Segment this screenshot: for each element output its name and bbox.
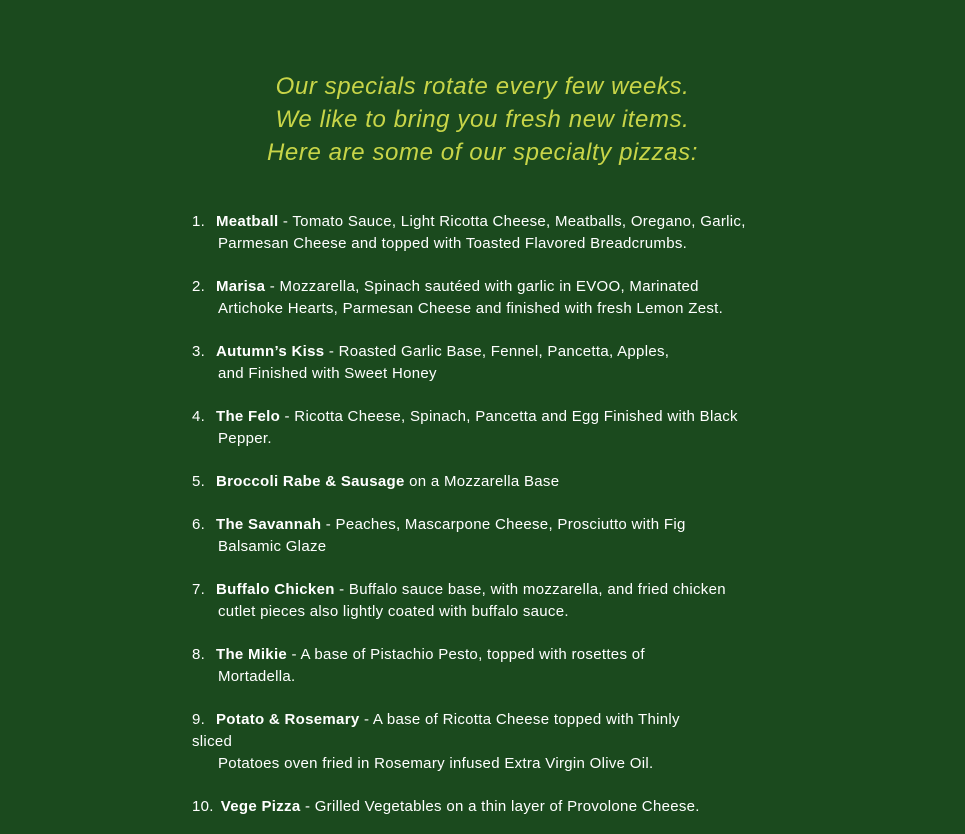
item-line	[192, 211, 965, 233]
menu-item-broccoli-rabe-sausage	[192, 471, 965, 493]
item-line	[192, 471, 965, 493]
item-line	[192, 341, 965, 363]
item-number: 10.	[192, 798, 214, 815]
item-description-continued: Mortadella.	[218, 668, 296, 685]
item-line	[192, 644, 965, 666]
heading-line-3: Here are some of our specialty pizzas:	[267, 139, 698, 166]
item-description-continued: sliced	[192, 733, 233, 750]
item-description: - A base of Ricotta Cheese topped with Thinly	[359, 711, 680, 728]
item-line	[192, 514, 965, 536]
menu-item-buffalo-chicken	[192, 579, 965, 623]
item-description: - Roasted Garlic Base, Fennel, Pancetta, Apples,	[324, 343, 670, 360]
item-line	[192, 406, 965, 428]
specials-heading	[0, 0, 965, 169]
item-name: The Savannah	[216, 516, 322, 533]
item-name: The Felo	[216, 408, 281, 425]
item-number: 4.	[192, 408, 206, 425]
menu-item-meatball	[192, 211, 965, 255]
menu-item-autumns-kiss	[192, 341, 965, 385]
menu-item-marisa	[192, 276, 965, 320]
item-description-continued: Artichoke Hearts, Parmesan Cheese and finished with fresh Lemon Zest.	[218, 300, 724, 317]
item-description: on a Mozzarella Base	[404, 473, 560, 490]
specials-list	[192, 211, 965, 818]
item-name: Broccoli Rabe & Sausage	[216, 473, 405, 490]
item-description-continued: Potatoes oven fried in Rosemary infused Extra Virgin Olive Oil.	[218, 755, 654, 772]
item-number: 1.	[192, 213, 206, 230]
heading-line-1: Our specials rotate every few weeks.	[275, 73, 690, 100]
item-description-continued: Balsamic Glaze	[218, 538, 327, 555]
item-description-continued: and Finished with Sweet Honey	[218, 365, 437, 382]
item-line	[192, 796, 965, 818]
item-description: - Peaches, Mascarpone Cheese, Prosciutto with Fig	[321, 516, 686, 533]
item-description: - Grilled Vegetables on a thin layer of Provolone Cheese.	[300, 798, 700, 815]
item-name: Vege Pizza	[220, 798, 301, 815]
item-name: Marisa	[216, 278, 266, 295]
item-description: - Mozzarella, Spinach sautéed with garlic in EVOO, Marinated	[265, 278, 699, 295]
heading-line-2: We like to bring you fresh new items.	[275, 106, 690, 133]
menu-item-the-savannah	[192, 514, 965, 558]
item-description: - Tomato Sauce, Light Ricotta Cheese, Meatballs, Oregano, Garlic,	[278, 213, 746, 230]
item-name: The Mikie	[216, 646, 288, 663]
item-line	[192, 709, 965, 731]
item-description: - Ricotta Cheese, Spinach, Pancetta and Egg Finished with Black	[280, 408, 738, 425]
item-name: Autumn’s Kiss	[216, 343, 325, 360]
item-description-continued: Pepper.	[218, 430, 272, 447]
item-name: Potato & Rosemary	[216, 711, 360, 728]
item-description-continued: Parmesan Cheese and topped with Toasted Flavored Breadcrumbs.	[218, 235, 688, 252]
item-number: 6.	[192, 516, 206, 533]
item-number: 2.	[192, 278, 206, 295]
menu-item-potato-rosemary	[192, 709, 965, 775]
item-number: 5.	[192, 473, 206, 490]
item-number: 3.	[192, 343, 206, 360]
item-line	[192, 276, 965, 298]
item-line	[192, 579, 965, 601]
item-number: 7.	[192, 581, 206, 598]
item-number: 8.	[192, 646, 206, 663]
item-description-continued: cutlet pieces also lightly coated with buffalo sauce.	[218, 603, 569, 620]
menu-item-the-mikie	[192, 644, 965, 688]
item-name: Meatball	[216, 213, 279, 230]
item-number: 9.	[192, 711, 206, 728]
item-description: - Buffalo sauce base, with mozzarella, and fried chicken	[334, 581, 726, 598]
menu-item-the-felo	[192, 406, 965, 450]
item-name: Buffalo Chicken	[216, 581, 335, 598]
item-description: - A base of Pistachio Pesto, topped with rosettes of	[287, 646, 645, 663]
menu-item-vege-pizza	[192, 796, 965, 818]
